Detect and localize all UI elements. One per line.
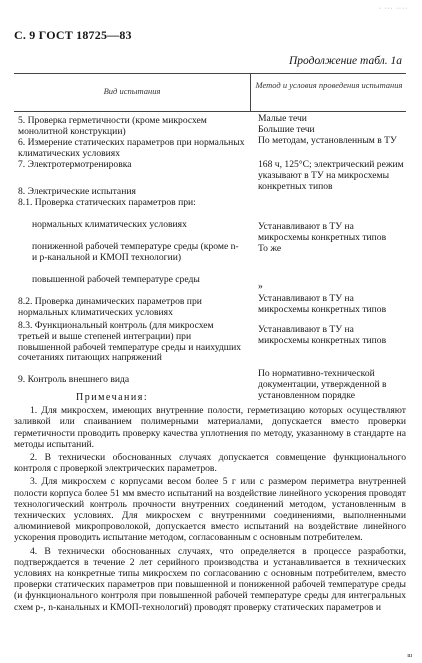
note-4: 4. В технически обоснованных случаях, что определяется в процессе разработки, подтверждается в течение 2 лет серийного производства и устанавливается в технических условиях на конкретные типы микросхем по согласованию с основным потребителем, вместо проверки статических параметров при повышенной и пониженной рабочей температуре среды (и функционального контроля при повышенной рабочей температуре среды для интегральных схем p-, n-канальных и КМОП-технологий) проводят проверку статических параметров и [14, 545, 406, 613]
note-3: 3. Для микросхем с корпусами весом более 5 г или с размером периметра внутренней полости корпуса более 51 мм вместо испытаний на воздействие линейного ускорения проводят технологический контроль прочности внутренних соединений методом, установленным в технических условиях. Для микросхем с внутренними соединениями, выполненными алюминиевой микропроволокой, допускается вместо испытаний на воздействие линейного ускорения проводить испытание методом, согласованным с основным потребителем. [14, 476, 406, 544]
note-2: 2. В технически обоснованных случаях допускается совмещение функционального контроля с проверкой электрических параметров. [14, 452, 406, 475]
table-row-8-1-normal-left: нормальных климатических условиях [32, 219, 187, 230]
table-header-rule [14, 111, 406, 112]
table-row-8-2-right: Устанавливают в ТУ на микросхемы конкретных типов [258, 293, 387, 315]
table-row-6-left: 6. Измерение статических параметров при нормальных климатических условиях [18, 137, 245, 159]
standard-reference: С. 9 ГОСТ 18725—83 [14, 28, 132, 42]
table-row-8-3-left: 8.3. Функциональный контроль (для микросхем третьей и выше степеней интеграции) при повышенной рабочей температуре среды и наихудших сочетаниях питающих напряжений [18, 320, 242, 364]
page-mark: ш [407, 653, 412, 659]
note-1: 1. Для микросхем, имеющих внутренние полости, герметизацию которых осуществляют заливкой или спаиванием полимерными материалами, допускается вместо проверки герметичности проводить проверку качества уплотнения по методу, указанному в стандарте на методы испытаний. [14, 405, 406, 450]
table-row-8-left: 8. Электрические испытания 8.1. Проверка статических параметров при: [18, 186, 196, 208]
notes-section [14, 392, 406, 615]
table-row-6-right: По методам, установленным в ТУ [258, 135, 397, 146]
column-header-method: Метод и условия проведения испытания [255, 80, 403, 90]
table-row-7-right: 168 ч, 125°С; электрический режим указывают в ТУ на микросхемы конкретных типов [258, 159, 404, 192]
table-top-rule [14, 73, 406, 74]
notes-title: Примечания: [76, 392, 149, 403]
table-row-8-1-normal-right: Устанавливают в ТУ на микросхемы конкретных типов [258, 221, 387, 243]
table-row-5-right: Малые течи Большие течи [258, 113, 315, 135]
table-row-8-2-left: 8.2. Проверка динамических параметров при нормальных климатических условиях [18, 296, 202, 318]
table-continuation-label: Продолжение табл. 1а [289, 55, 402, 67]
table-row-8-1-low-temp-right: То же [258, 243, 282, 254]
column-header-test-type: Вид испытания [103, 86, 161, 96]
table-row-5-left: 5. Проверка герметичности (кроме микросхем монолитной конструкции) [18, 115, 207, 137]
table-row-8-1-low-temp-left: пониженной рабочей температуре среды (кроме n- и p-канальной и КМОП технологии) [32, 241, 239, 263]
table-row-9-left: 9. Контроль внешнего вида [18, 374, 130, 385]
table-row-8-1-high-temp-right: » [258, 281, 263, 292]
table-row-8-1-high-temp-left: повышенной рабочей температуре среды [32, 274, 200, 285]
corner-mark: · ··· ···· [379, 6, 408, 12]
table-row-9-right: По нормативно-технической документации, утвержденной в установленном порядке [258, 368, 387, 401]
column-divider [250, 73, 251, 111]
table-row-7-left: 7. Электротермотренировка [18, 159, 132, 170]
table-row-8-3-right: Устанавливают в ТУ на микросхемы конкретных типов [258, 324, 387, 346]
